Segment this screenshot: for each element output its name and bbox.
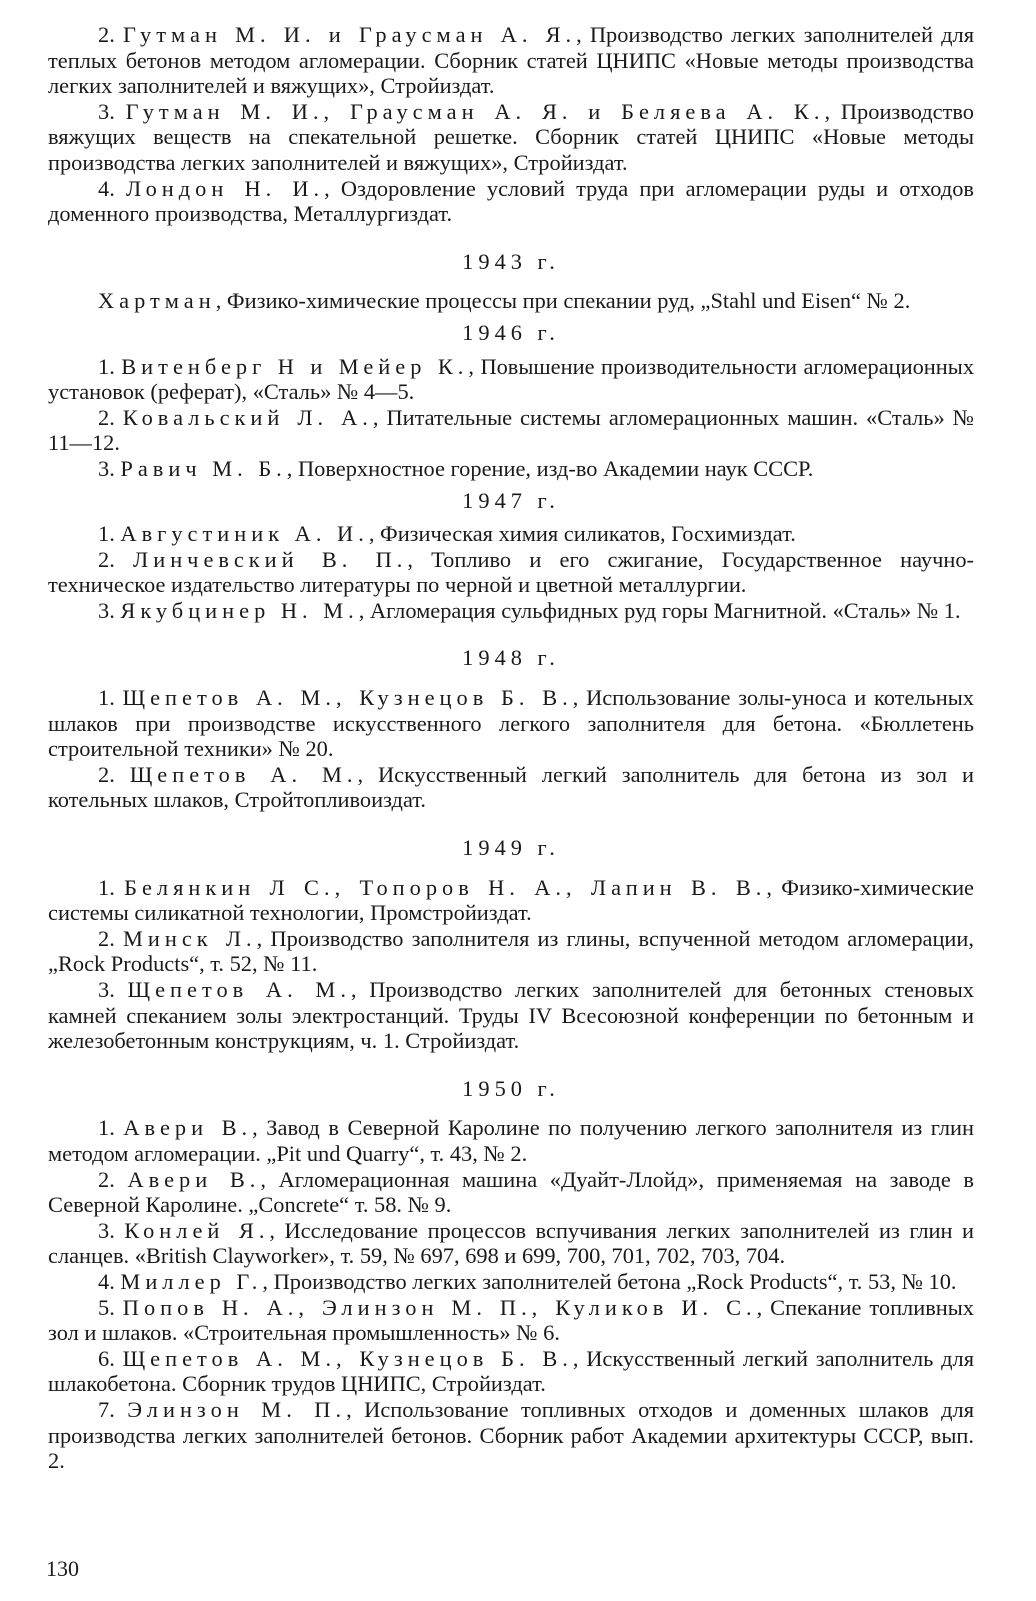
bib-entry: Хартман, Физико-химические процессы при спекании руд, „Stahl und Eisen“ № 2. xyxy=(98,288,911,314)
bib-entry: 3. Гутман М. И., Грауcман А. Я. и Беляева А. К., Производство вяжущих веществ на спекательной решетке. Сборник статей ЦНИПС «Новые методы производства легких заполнителей и вяжущих», Стройиздат. xyxy=(48,98,974,175)
bib-entry: 3. Якубцинер Н. М., Агломерация сульфидных руд горы Магнитной. «Сталь» № 1. xyxy=(98,597,961,623)
bib-entry: 2. Ковальский Л. А., Питательные системы агломерационных машин. «Сталь» № 11—12. xyxy=(48,404,974,456)
bib-entry: 3. Равич М. Б., Поверхностное горение, изд-во Академии наук СССР. xyxy=(98,455,814,481)
bib-entry: 2. Авери В., Агломерационная машина «Дуайт-Ллойд», применяемая на заводе в Северной Каролине. „Concrete“ т. 58. № 9. xyxy=(48,1166,974,1218)
bib-entry: 7. Элинзон М. П., Использование топливных отходов и доменных шлаков для производства легких заполнителей бетонов. Сборник работ Академии архитектуры СССР, вып. 2. xyxy=(48,1396,974,1474)
bib-entry: 3. Щепетов А. М., Производство легких заполнителей для бетонных стеновых камней спеканием золы электростанций. Труды IV Всесоюзной конференции по бетонным и железобетонным конструкциям, ч. 1. Стройиздат. xyxy=(48,977,974,1054)
bib-entry: 1. Августиник А. И., Физическая химия силикатов, Госхимиздат. xyxy=(98,521,796,547)
page-number: 130 xyxy=(46,1556,79,1581)
bib-entry: 5. Попов Н. А., Элинзон М. П., Куликов И. С., Спекание топливных зол и шлаков. «Строительная промышленность» № 6. xyxy=(48,1294,974,1346)
year-heading-1943: 1943 г. xyxy=(462,248,560,274)
year-heading-1949: 1949 г. xyxy=(462,835,560,861)
year-heading-1947: 1947 г. xyxy=(462,487,560,513)
bib-entry: 1. Авери В., Завод в Северной Каролине по получению легкого заполнителя из глин методом агломерации. „Pit und Quarry“, т. 43, № 2. xyxy=(48,1115,974,1166)
bib-entry: 4. Миллер Г., Производство легких заполнителей бетона „Rock Products“, т. 53, № 10. xyxy=(98,1268,957,1294)
bib-entry: 3. Конлей Я., Исследование процессов вспучивания легких заполнителей из глин и сланцев. «British Clayworker», т. 59, № 697, 698 и 699, 700, 701, 702, 703, 704. xyxy=(48,1217,974,1269)
bib-entry: 1. Витенберг Н и Мейер К., Повышение производительности агломерационных установок (реферат), «Сталь» № 4—5. xyxy=(48,353,975,405)
bib-entry: 1. Белянкин Л С., Топоров Н. А., Лапин В. В., Физико-химические системы силикатной технологии, Промстройиздат. xyxy=(48,874,974,926)
bib-entry: 2. Гутман М. И. и Грауcман А. Я., Производство легких заполнителей для теплых бетонов методом агломерации. Сборник статей ЦНИПС «Новые методы производства легких заполнителей и вяжущих», Стройиздат. xyxy=(48,22,975,99)
bib-entry: 2. Линчевский В. П., Топливо и его сжигание, Государственное научно-техническое издательство литературы по черной и цветной металлургии. xyxy=(48,546,974,598)
bibliography-page xyxy=(48,22,974,1474)
year-heading-1950: 1950 г. xyxy=(462,1075,560,1101)
bib-entry: 2. Щепетов А. М., Искусственный легкий заполнитель для бетона из зол и котельных шлаков, Стройтопливоиздат. xyxy=(48,761,974,813)
year-heading-1946: 1946 г. xyxy=(462,319,560,345)
bib-entry: 6. Щепетов А. М., Кузнецов Б. В., Искусственный легкий заполнитель для шлакобетона. Сборник трудов ЦНИПС, Стройиздат. xyxy=(48,1345,974,1397)
year-heading-1948: 1948 г. xyxy=(462,645,560,671)
bib-entry: 4. Лондон Н. И., Оздоровление условий труда при агломерации руды и отходов доменного производства, Металлургиздат. xyxy=(48,175,975,227)
bib-entry: 1. Щепетов А. М., Кузнецов Б. В., Использование золы-уноса и котельных шлаков при производстве искусственного легкого заполнителя для бетона. «Бюллетень строительной техники» № 20. xyxy=(48,685,974,762)
bib-entry: 2. Минск Л., Производство заполнителя из глины, вспученной методом агломерации, „Rock Products“, т. 52, № 11. xyxy=(48,925,974,977)
